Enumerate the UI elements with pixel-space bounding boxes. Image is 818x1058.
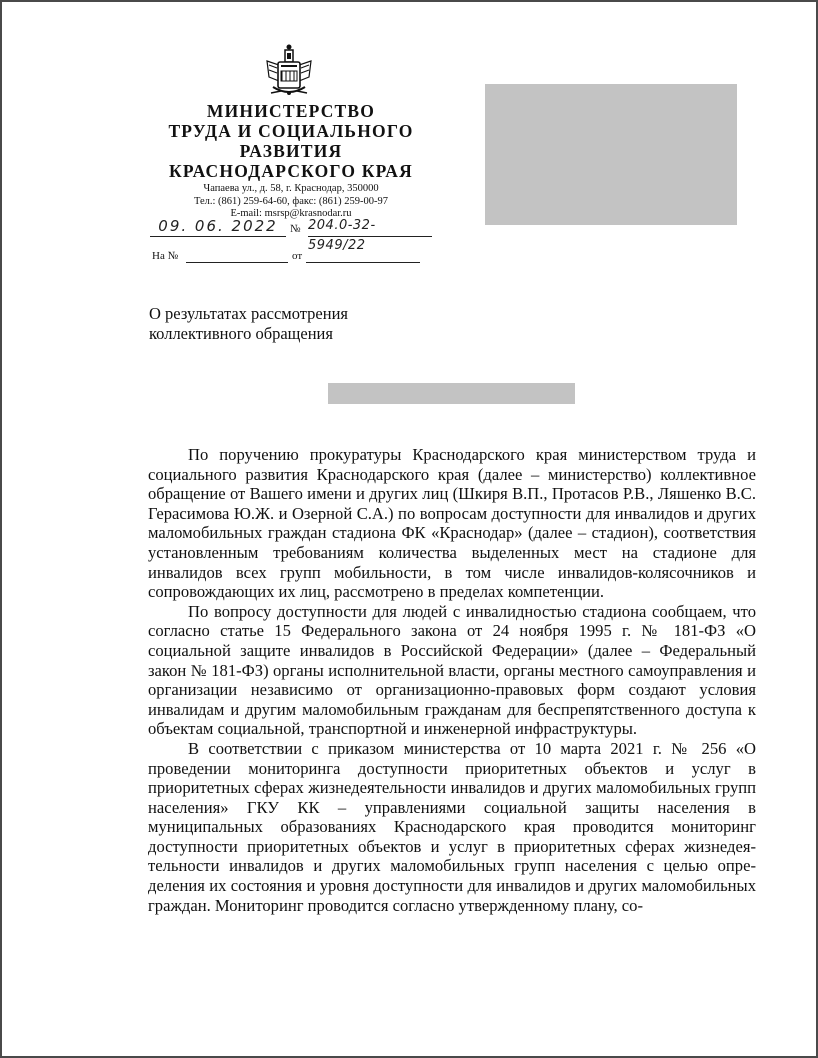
reply-from-label: от	[292, 250, 303, 262]
subject-line-2: коллективного обращения	[149, 324, 333, 343]
registration-date: 09. 06. 2022	[150, 216, 286, 237]
letter-body	[148, 445, 756, 915]
ministry-email: E-mail: msrsp@krasnodar.ru	[230, 208, 352, 219]
body-paragraph-3: В соответствии с приказом министерства от 10 марта 2021 г. № 256 «О проведении мониторинга доступности приоритетных объектов и услуг в приоритетных сферах жизнедеятельности инвалидов и других маломобильных групп населения» ГКУ КК – управлениями социальной защиты населения в муниципальных образованиях Краснодарского края проводится мониторинг доступности приоритетных объектов и услуг в приоритетных сферах жизнедеятельности инвалидов и других маломобильных групп населения с целью определения их состояния и уровня доступности для инвалидов и других маломобильных граждан. Мониторинг проводится согласно утвержденному плану, со-	[148, 738, 756, 915]
ministry-phone: Тел.: (861) 259-64-60, факс: (861) 259-00-97	[193, 195, 389, 207]
ministry-contacts	[148, 183, 434, 221]
registration-number: 204.0-32-5949/22	[308, 216, 432, 237]
reply-to-label: На №	[152, 250, 179, 262]
ministry-address: Чапаева ул., д. 58, г. Краснодар, 350000	[203, 183, 379, 194]
redacted-addressee-name	[328, 383, 575, 404]
body-paragraph-1: По поручению прокуратуры Краснодарского края министерством труда и социального развития Краснодарского края (далее – министерство) коллективное обращение от Вашего имени и других лиц (Шкиря В.П., Протасов Р.В., Ляшенко В.С. Герасимова Ю.Ж. и Озерной С.А.) по вопросам доступности для инвалидов и других маломобильных граждан стадиона ФК «Краснодар» (далее – стадион), соответствия установленным требованиям количества выделенных мест на стадионе для инвалидов всех групп мобильности, в том числе инвалидов-колясочников и сопровождающих их лиц, рассмотрено в пределах компетенции.	[148, 445, 756, 602]
ministry-line-4: КРАСНОДАРСКОГО КРАЯ	[169, 161, 413, 181]
reply-to-blank	[186, 262, 288, 263]
coat-of-arms-icon	[259, 43, 319, 103]
letter-subject	[149, 304, 449, 344]
number-label: №	[290, 223, 301, 235]
ministry-name	[148, 101, 434, 181]
ministry-line-3: РАЗВИТИЯ	[239, 141, 343, 161]
ministry-line-1: МИНИСТЕРСТВО	[206, 101, 376, 121]
redacted-addressee-block	[485, 84, 737, 225]
ministry-line-2: ТРУДА И СОЦИАЛЬНОГО	[168, 121, 414, 141]
reply-reference-line	[148, 250, 428, 266]
body-paragraph-2: По вопросу доступности для людей с инвалидностью стадиона сообщаем, что согласно статье 15 Федерального закона от 24 ноября 1995 г. № 181-ФЗ «О социальной защите инвалидов в Российской Федерации» (далее – Федеральный закон № 181-ФЗ) органы исполнительной власти, органы местного самоуправления и организации независимо от организационно-правовых форм создают условия инвалидам и другим маломобильным гражданам для беспрепятственного доступа к объектам социальной, транспортной и инженерной инфраструктуры.	[148, 601, 756, 739]
reply-from-blank	[306, 262, 420, 263]
subject-line-1: О результатах рассмотрения	[149, 304, 348, 323]
registration-line	[148, 216, 434, 253]
